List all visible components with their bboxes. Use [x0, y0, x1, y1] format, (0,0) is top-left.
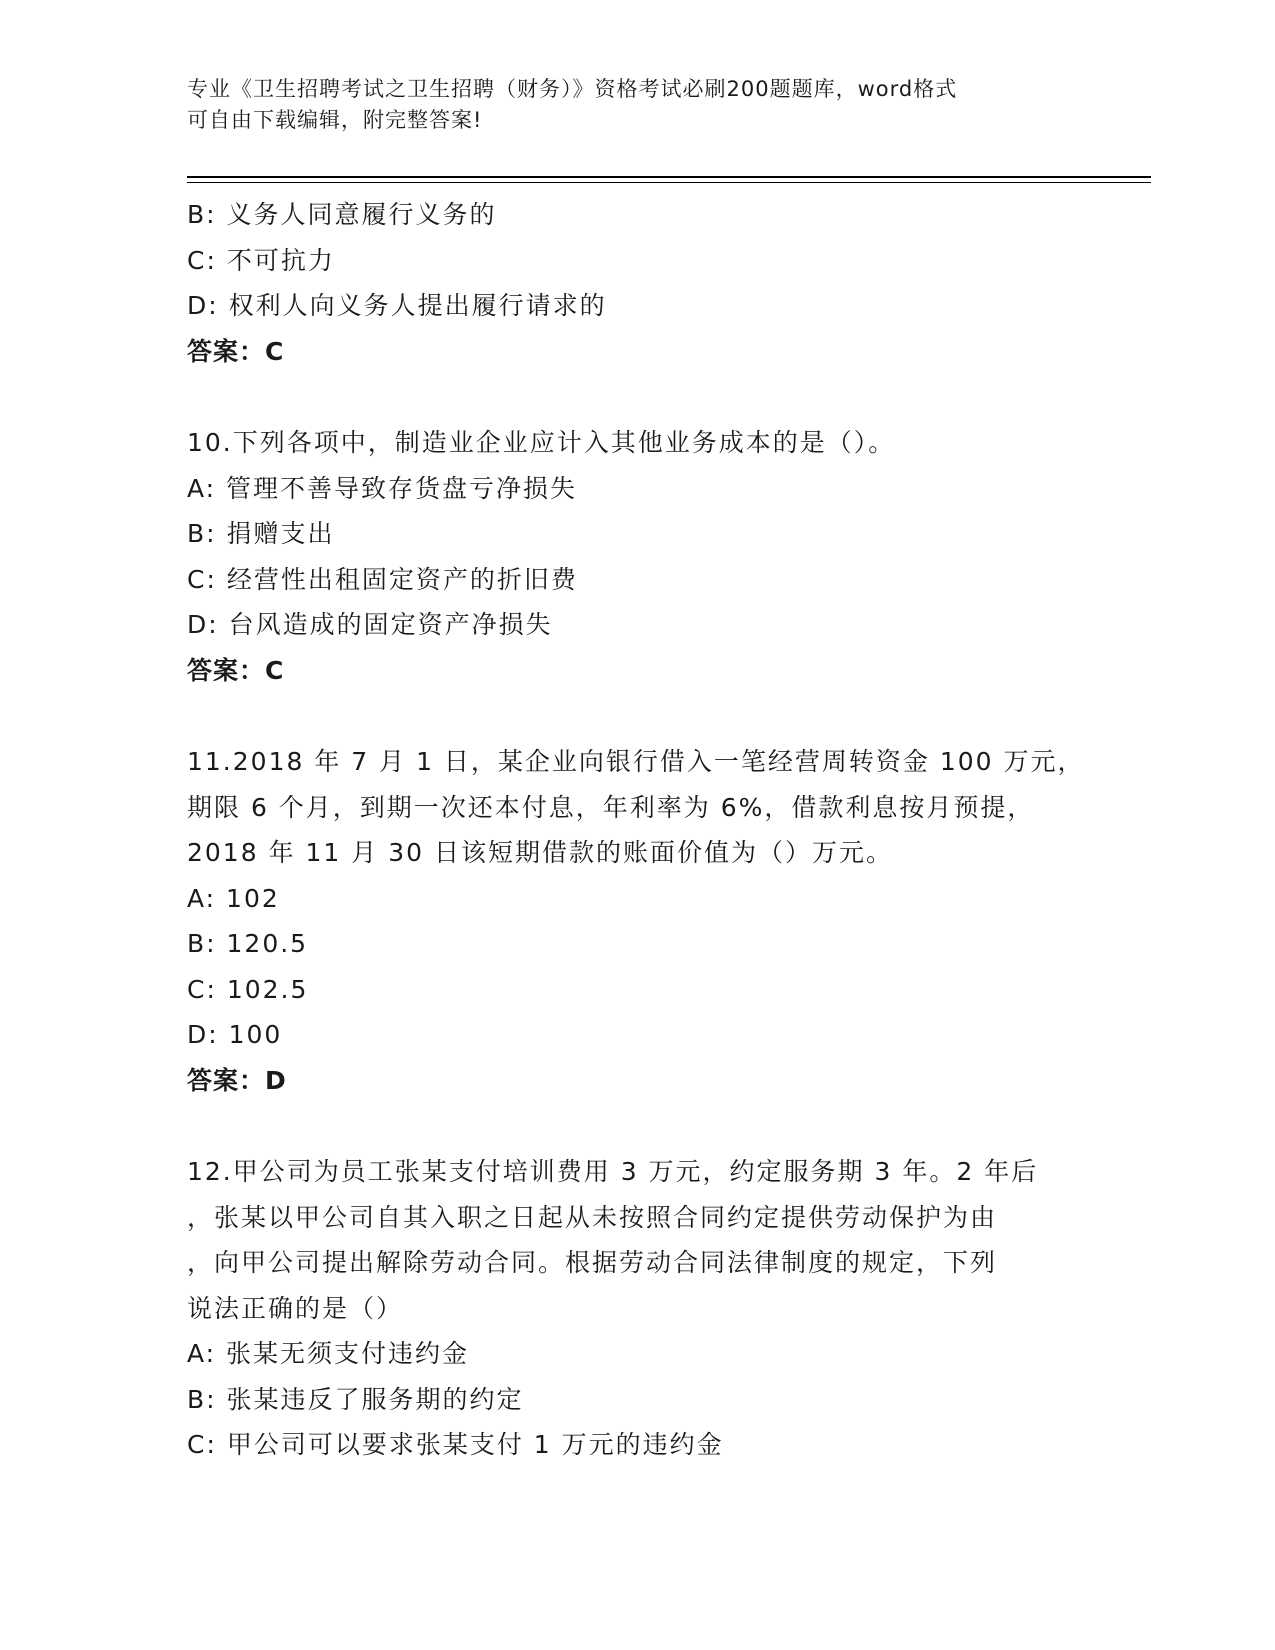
question-9: [187, 192, 1087, 374]
option-d: D: 权利人向义务人提出履行请求的: [187, 291, 607, 320]
option-d: D: 台风造成的固定资产净损失: [187, 610, 553, 639]
question-12: [187, 1149, 1087, 1468]
option-c: C: 经营性出租固定资产的折旧费: [187, 564, 578, 594]
header-line-2: 可自由下载编辑，附完整答案!: [187, 108, 483, 132]
stem-line: 2018 年 11 月 30 日该短期借款的账面价值为（）万元。: [187, 838, 893, 867]
question-spacer: [187, 693, 1087, 739]
answer: 答案：C: [187, 655, 285, 685]
header-line-1: 专业《卫生招聘考试之卫生招聘（财务）》资格考试必刷200题题库，word格式: [187, 77, 958, 101]
header-rule-thin: [187, 182, 1151, 183]
option-a: A: 张某无须支付违约金: [187, 1339, 470, 1368]
question-11: [187, 739, 1087, 1103]
option-b: B: 120.5: [187, 929, 309, 958]
stem-line: ，张某以甲公司自其入职之日起从未按照合同约定提供劳动保护为由: [187, 1202, 998, 1232]
option-c: C: 不可抗力: [187, 245, 335, 275]
stem-line: 期限 6 个月，到期一次还本付息，年利率为 6%，借款利息按月预提，: [187, 792, 1035, 822]
answer: 答案：C: [187, 336, 285, 366]
document-header: [187, 74, 1067, 136]
option-b: B: 义务人同意履行义务的: [187, 200, 497, 229]
option-c: C: 102.5: [187, 974, 309, 1004]
question-10: [187, 420, 1087, 693]
question-spacer: [187, 374, 1087, 420]
stem-line: 10.下列各项中，制造业企业应计入其他业务成本的是（）。: [187, 428, 896, 457]
option-a: A: 管理不善导致存货盘亏净损失: [187, 473, 578, 503]
question-spacer: [187, 1103, 1087, 1149]
stem-line: 说法正确的是（）: [187, 1293, 404, 1323]
option-a: A: 102: [187, 883, 280, 913]
question-stem: [187, 739, 1087, 876]
stem-line: 12.甲公司为员工张某支付培训费用 3 万元，约定服务期 3 年。2 年后: [187, 1157, 1039, 1186]
answer: 答案：D: [187, 1065, 287, 1095]
stem-line: 11.2018 年 7 月 1 日，某企业向银行借入一笔经营周转资金 100 万元，: [187, 747, 1085, 776]
option-b: B: 捐赠支出: [187, 519, 335, 548]
option-c: C: 甲公司可以要求张某支付 1 万元的违约金: [187, 1430, 724, 1459]
question-stem: [187, 1149, 1087, 1331]
option-d: D: 100: [187, 1020, 283, 1049]
question-list: [187, 192, 1087, 1468]
question-stem: [187, 420, 1087, 466]
stem-line: ，向甲公司提出解除劳动合同。根据劳动合同法律制度的规定，下列: [187, 1248, 998, 1277]
option-b: B: 张某违反了服务期的约定: [187, 1384, 524, 1414]
header-rule-thick: [187, 176, 1151, 178]
